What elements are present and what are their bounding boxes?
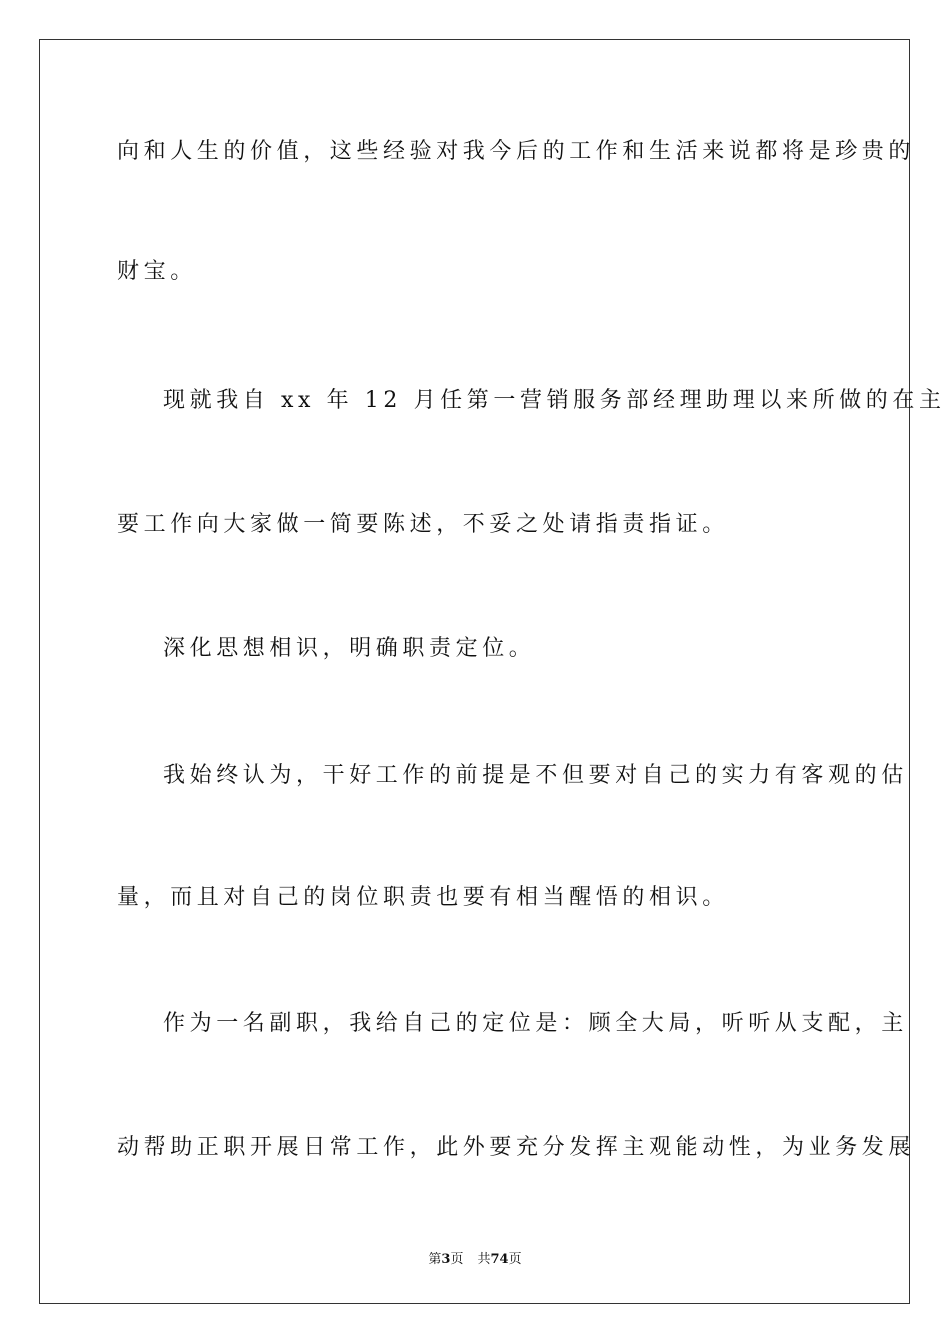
section-heading: 深化思想相识，明确职责定位。 xyxy=(163,636,536,661)
page-border xyxy=(39,39,946,1304)
total-pages: 74 xyxy=(490,1252,509,1267)
paragraph-line: 作为一名副职，我给自己的定位是：顾全大局，听听从支配，主 xyxy=(163,1011,908,1036)
page-footer xyxy=(0,1248,950,1267)
body-text-line: 动帮助正职开展日常工作，此外要充分发挥主观能动性，为业务发展 xyxy=(117,1135,916,1160)
paragraph-line: 我始终认为，干好工作的前提是不但要对自己的实力有客观的估 xyxy=(163,763,908,788)
total-prefix: 共 xyxy=(477,1252,491,1267)
body-text-line: 量，而且对自己的岗位职责也要有相当醒悟的相识。 xyxy=(117,885,729,910)
total-suffix: 页 xyxy=(508,1252,522,1267)
page-number: 3 xyxy=(441,1252,451,1267)
page-suffix: 页 xyxy=(450,1252,464,1267)
body-text-line: 要工作向大家做一简要陈述，不妥之处请指责指证。 xyxy=(117,512,729,537)
page-prefix: 第 xyxy=(428,1252,442,1267)
body-text-line: 向和人生的价值，这些经验对我今后的工作和生活来说都将是珍贵的 xyxy=(117,139,916,164)
body-text-line: 财宝。 xyxy=(117,259,197,284)
paragraph-line: 现就我自 xx 年 12 月任第一营销服务部经理助理以来所做的在主 xyxy=(163,388,946,413)
